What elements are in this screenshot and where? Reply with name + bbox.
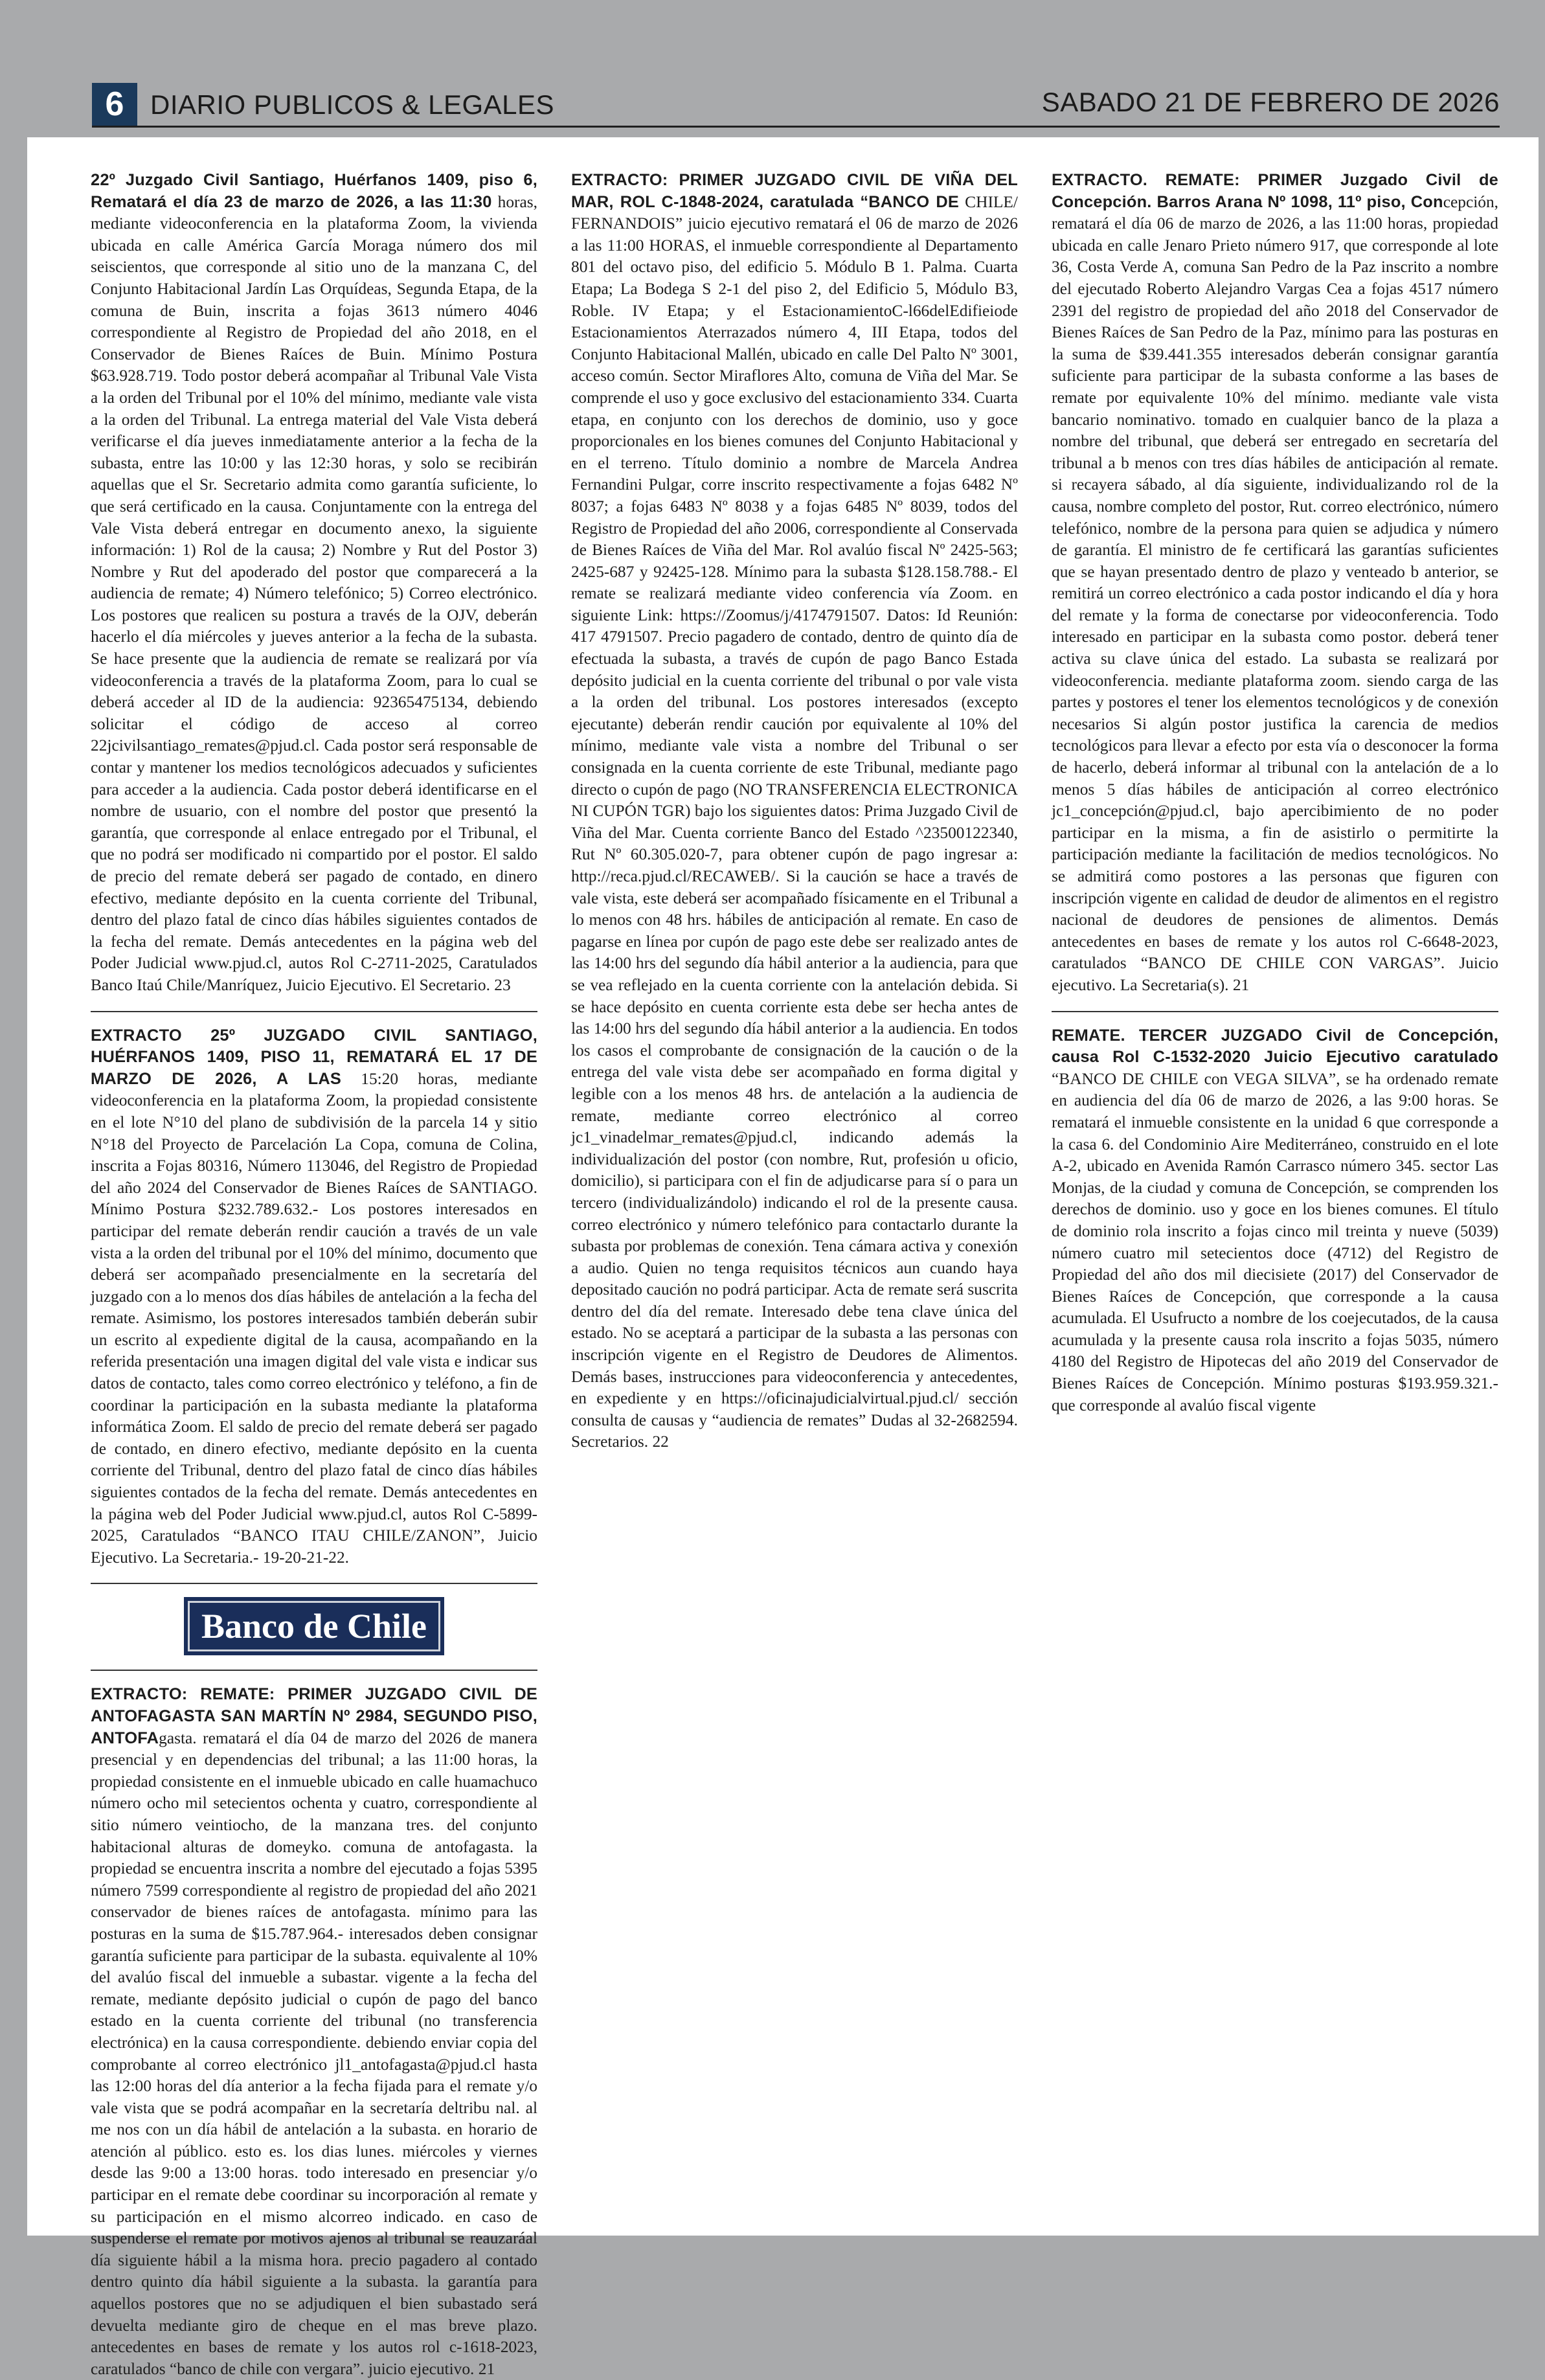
- notice-body: CHILE/ FERNANDOIS” juicio ejecutivo rematará el 06 de marzo de 2026 a las 11:00 HORAS, el inmueble correspondiente al Departamento 801 del octavo piso, del edificio 5. Módulo B 1. Palma. Cuarta Etapa; La Bodega S 2-1 del piso 2, del Edificio 5, Módulo B3, Roble. IV Etapa; y el EstacionamientoC-l66delEdifieiode Estacionamientos Aterrazados número 4, III Etapa, todos del Conjunto Habitacional Mallén, ubicado en calle Del Palto Nº 3001, acceso común. Sector Miraflores Alto, comuna de Viña del Mar. Se comprende el uso y goce exclusivo del estacionamiento 334. Cuarta etapa, en conjunto con los derechos de dominio, uso y goce proporcionales en los bienes comunes del Conjunto Habitacional y en el terreno. Título dominio a nombre de Marcela Andrea Fernandini Pulgar, corre inscrito respectivamente a fojas 6482 Nº 8037; a fojas 6483 Nº 8038 y a fojas 6485 Nº 8039, todos del Registro de Propiedad del año 2006, correspondiente al Conservada de Bienes Raíces de Viña del Mar. Rol avalúo fiscal Nº 2425-563; 2425-687 y 92425-128. Mínimo para la subasta $128.158.788.- El remate se realizará mediante video conferencia vía Zoom. en siguiente Link: https://Zoomus/j/4174791507. Datos: Id Reunión: 417 4791507. Precio pagadero de contado, dentro de quinto día de efectuada la subasta, a través de cupón de pago Banco Estada depósito judicial en la cuenta corriente del tribunal o por vale vista a la orden del tribunal. Los postores interesados (excepto ejecutante) deberán rendir caución por equivalente al 10% del mínimo, mediante vale vista a nombre del Tribunal o ser consignada en la cuenta corriente de este Tribunal, mediante pago directo o cupón de pago (NO TRANSFERENCIA ELECTRONICA NI CUPÓN TGR) bajo los siguientes datos: Prima Juzgado Civil de Viña del Mar. Cuenta corriente Banco del Estado ^23500122340, Rut Nº 60.305.020-7, para obtener cupón de pago ingresar a: http://reca.pjud.cl/RECAWEB/. Si la caución se hace a través de vale vista, este deberá ser acompañado físicamente en el Tribunal a lo menos con 48 hrs. hábiles de anticipación al remate. En caso de pagarse en línea por cupón de pago este debe ser realizado antes de las 14:00 hrs del segundo día hábil anterior a la audiencia, para que se vea reflejado en la cuenta corriente con la antelación debida. Si se hace depósito en cuenta corriente esta debe ser hecha antes de las 14:00 hrs del segundo día hábil anterior a la audiencia. En todos los casos el comprobante de consignación de la caución o de la entrega del vale vista debe ser acompañado en forma digital y legible con a los menos 48 hrs. de antelación a la audiencia de remate, mediante correo electrónico al correo jc1_vinadelmar_remates@pjud.cl, indicando además la individualización del postor (con nombre, Rut, profesión u oficio, domicilio), si participara con el fin de adjudicarse para sí o para un tercero (individualizándolo) indicando el rol de la presente causa. correo electrónico y número telefónico para contactarlo durante la subasta por problemas de conexión. Tena cámara activa y conexión a audio. Quien no tenga requisitos técnicos aun cuando haya depositado caución no podrá participar. Acta de remate será suscrita dentro del día del remate. Interesado debe tena clave única del estado. No se aceptará a participar de la subasta a las personas con inscripción vigente en el Registro de Deudores de Alimentos. Demás bases, instrucciones para videoconferencia y antecedentes, en expediente y en https://oficinajudicialvirtual.pjud.cl/ sección consulta de causas y “audiencia de remates” Dudas al 32-2682594. Secretarios. 22: [571, 192, 1018, 1451]
- notice-body: “BANCO DE CHILE con VEGA SILVA”, se ha ordenado remate en audiencia del día 06 de marzo de 2026, a las 9:00 horas. Se rematará el inmueble consistente en la unidad 6 que corresponde a la casa 6. del Condominio Aire Mediterráneo, construido en el lote A-2, ubicado en Avenida Ramón Carrasco número 345. sector Las Monjas, de la ciudad y comuna de Concepción, se comprenden los derechos de dominio. uso y goce en los bienes comunes. El título de dominio rola inscrito a fojas cinco mil treinta y nueve (5039) número cuatro mil setecientos doce (4712) del Registro de Propiedad del año dos mil diecisiete (2017) del Conservador de Bienes Raíces de Concepción, que corresponde a la causa acumulada. El Usufructo a nombre de los coejecutados, de la causa acumulada y la presente causa rola inscrito a fojas 5035, número 4180 del Registro de Hipotecas del año 2019 del Conservador de Bienes Raíces de Concepción. Mínimo posturas $193.959.321.- que corresponde al avalúo fiscal vigente: [1052, 1069, 1498, 1414]
- column-2: [571, 170, 1018, 2223]
- notice-heading: EXTRACTO. REMATE: PRIMER Juzgado Civil de Concepción. Barros Arana Nº 1098, 11º piso, Con: [1052, 171, 1498, 211]
- publication-date: SABADO 21 DE FEBRERO DE 2026: [1041, 87, 1500, 117]
- notice-divider: [91, 1011, 537, 1012]
- notice-body: horas, mediante videoconferencia en la plataforma Zoom, la vivienda ubicada en calle América García Moraga número dos mil seiscientos, que corresponde al sitio uno de la manzana C, del Conjunto Habitacional Jardín Las Orquídeas, Segunda Etapa, de la comuna de Buin, inscrita a fojas 3613 número 4046 correspondiente al Registro de Propiedad del año 2018, en el Conservador de Bienes Raíces de Buin. Mínimo Postura $63.928.719. Todo postor deberá acompañar al Tribunal Vale Vista a la orden del Tribunal por el 10% del mínimo, mediante vale vista a la orden del Tribunal. La entrega material del Vale Vista deberá verificarse el día jueves inmediatamente anterior a la fecha de la subasta, entre las 10:00 y las 12:30 horas, y solo se recibirán aquellas que el Sr. Secretario admita como garantía suficiente, lo que será certificado en la causa. Conjuntamente con la entrega del Vale Vista deberá entregar en documento anexo, la siguiente información: 1) Rol de la causa; 2) Nombre y Rut del Postor 3) Nombre y Rut del apoderado del postor que comparecerá a la audiencia de remate; 4) Número telefónico; 5) Correo electrónico. Los postores que realicen su postura a través de la OJV, deberán hacerlo el día miércoles y jueves anterior a la fecha de la subasta. Se hace presente que la audiencia de remate se realizará por vía videoconferencia a través de la plataforma Zoom, para lo cual se deberá acceder al ID de la audiencia: 92365475134, debiendo solicitar el código de acceso al correo 22jcivilsantiago_remates@pjud.cl. Cada postor será responsable de contar y mantener los medios tecnológicos adecuados y suficientes para acceder a la audiencia. Cada postor deberá identificarse en el nombre de usuario, con el nombre del postor que presentó la garantía, que corresponde al enlace entregado por el Tribunal, el que no podrá ser modificado ni compartido por el postor. El saldo de precio del remate deberá ser pagado de contado, en dinero efectivo, mediante depósito en la cuenta corriente del Tribunal, dentro del plazo fatal de cinco días hábiles siguientes contados de la fecha del remate. Demás antecedentes en la página web del Poder Judicial www.pjud.cl, autos Rol C-2711-2025, Caratulados Banco Itaú Chile/Manríquez, Juicio Ejecutivo. El Secretario. 23: [91, 192, 537, 994]
- notice-22-juzgado-santiago: [91, 170, 537, 997]
- banco-de-chile-logo: Banco de Chile: [184, 1597, 444, 1655]
- notice-tercer-juzgado-concepcion: [1052, 1025, 1498, 1417]
- bank-logo-block: [91, 1597, 537, 1655]
- notice-heading: 22º Juzgado Civil Santiago, Huérfanos 1409, piso 6, Rematará el día 23 de marzo de 2026, a las 11:30: [91, 171, 537, 211]
- page-number: 6: [92, 83, 137, 126]
- notice-juzgado-antofagasta: [91, 1684, 537, 2380]
- notice-juzgado-vina-del-mar: [571, 170, 1018, 1453]
- notice-divider: [1052, 1011, 1498, 1012]
- notice-primer-juzgado-concepcion: [1052, 170, 1498, 997]
- column-3: [1052, 170, 1498, 2223]
- column-1: [91, 170, 538, 2378]
- notice-body: 15:20 horas, mediante videoconferencia en la plataforma Zoom, la propiedad consistente en el lote N°10 del plano de subdivisión de la parcela 14 y sitio N°18 del Proyecto de Parcelación La Copa, comuna de Colina, inscrita a Fojas 80316, Número 113046, del Registro de Propiedad del año 2024 del Conservador de Bienes Raíces de SANTIAGO. Mínimo Postura $232.789.632.- Los postores interesados en participar del remate deberán rendir caución a través de un vale vista a la orden del tribunal por el 10% del mínimo, documento que deberá ser acompañado presencialmente en la secretaría del juzgado con a lo menos dos días hábiles de antelación a la fecha del remate. Asimismo, los postores interesados también deberán subir un escrito al expediente digital de la causa, acompañando en la referida presentación una imagen digital del vale vista e indicar sus datos de contacto, tales como correo electrónico y teléfono, a fin de coordinar la participación en la subasta mediante la plataforma informática Zoom. El saldo de precio del remate deberá ser pagado de contado, en dinero efectivo, mediante depósito en la cuenta corriente del Tribunal, dentro del plazo fatal de cinco días hábiles siguientes contados de la fecha del remate. Demás antecedentes en la página web del Poder Judicial www.pjud.cl, autos Rol C-5899-2025, Caratulados “BANCO ITAU CHILE/ZANON”, Juicio Ejecutivo. La Secretaria.- 19-20-21-22.: [91, 1069, 538, 1567]
- notice-25-juzgado-santiago: [91, 1025, 537, 1569]
- notice-body: cepción, rematará el día 06 de marzo de 2026, a las 11:00 horas, propiedad ubicada en calle Jenaro Prieto número 917, que corresponde al lote 36, Costa Verde A, comuna San Pedro de la Paz inscrito a nombre del ejecutado Roberto Alejandro Vargas Cea a fojas 4517 número 2391 del registro de propiedad del año 2018 del Conservador de Bienes Raíces de San Pedro de la Paz, mínimo para las posturas en la suma de $39.441.355 interesados deberán consignar garantía suficiente para participar de la subasta conforme a las bases de remate por equivalente 10% del mínimo. mediante vale vista bancario nominativo. tomado en cualquier banco de la plaza a nombre del tribunal, que deberá ser entregado en secretaría del tribunal a b menos con tres días hábiles de anticipación al remate. si recayera sábado, al día siguiente, individualizando rol de la causa, nombre completo del postor, Rut. correo electrónico, número telefónico, nombre de la persona para quien se adjudica y número de garantía. El ministro de fe certificará las garantías suficientes que se hayan presentado dentro de plazo y venteado b anterior, se remitirá un correo electrónico a cada postor indicando el día y hora del remate y la forma de conectarse por videoconferencia. Todo interesado en participar en la subasta como postor. deberá tener activa su clave única del estado. La subasta se realizará por videoconferencia. mediante plataforma zoom. siendo carga de las partes y postores el tener los elementos tecnológicos y de conexión necesarios Si algún postor justifica la carencia de medios tecnológicos para llevar a efecto por esta vía o desconocer la forma de hacerlo, deberá informar al tribunal con la antelación de a lo menos 5 días hábiles de anticipación al correo electrónico jc1_concepción@pjud.cl, bajo apercibimiento de no poder participar en la misma, a fin de asistirlo o permitirte la participación mediante la facilitación de medios tecnológicos. No se admitirá como postores a las personas que figuren con inscripción vigente en calidad de deudor de alimentos en el registro nacional de deudores de pensiones de alimentos. Demás antecedentes en bases de remate y los autos rol C-6648-2023, caratulados “BANCO DE CHILE CON VARGAS”. Juicio ejecutivo. La Secretaria(s). 21: [1052, 192, 1498, 994]
- page-sheet: [27, 137, 1539, 2378]
- notice-heading: REMATE. TERCER JUZGADO Civil de Concepción, causa Rol C-1532-2020 Juicio Ejecutivo caratulado: [1052, 1026, 1498, 1067]
- publication-title: DIARIO PUBLICOS & LEGALES: [150, 89, 555, 120]
- notice-heading: EXTRACTO: PRIMER JUZGADO CIVIL DE VIÑA DEL MAR, ROL C-1848-2024, caratulada “BANCO DE: [571, 171, 1018, 211]
- notice-body: gasta. rematará el día 04 de marzo del 2026 de manera presencial y en dependencias del tribunal; a las 11:00 horas, la propiedad consistente en el inmueble ubicado en calle huamachuco número ocho mil setecientos ochenta y cuatro, correspondiente al sitio número veintiocho, de la manzana tres. del conjunto habitacional alturas de domeyko. comuna de antofagasta. la propiedad se encuentra inscrita a nombre del ejecutado a fojas 5395 número 7599 correspondiente al registro de propiedad del año 2021 conservador de bienes raíces de antofagasta. mínimo para las posturas en la suma de $15.787.964.- interesados deben consignar garantía suficiente para participar de la subasta. equivalente al 10% del avalúo fiscal del inmueble a subastar. vigente a la fecha del remate, mediante depósito judicial o cupón de pago del banco estado en la cuenta corriente del tribunal (no transferencia electrónica) en la causa correspondiente. debiendo enviar copia del comprobante al correo electrónico jl1_antofagasta@pjud.cl hasta las 12:00 horas del día anterior a la fecha fijada para el remate y/o vale vista que se podrá acompañar en la secretaría deltribu nal. al me nos con un día hábil de antelación a la subasta. en horario de atención al público. esto es. los dias lunes. miércoles y viernes desde las 9:00 a 13:00 horas. todo interesado en presenciar y/o participar en el remate debe coordinar su incorporación al remate y su participación en el mismo alcorreo indicado. en caso de suspenderse el remate por motivos ajenos al tribunal se reauzaráal día siguiente hábil a la misma hora. precio pagadero al contado dentro quinto día hábil siguiente a la subasta. la garantía para aquellos postores que no se adjudiquen el bien subastado será devuelta mediante giro de cheque en el mas breve plazo. antecedentes en bases de remate y los autos rol c-1618-2023, caratulados “banco de chile con vergara”. juicio ejecutivo. 21: [91, 1728, 537, 2378]
- notice-divider: [91, 1583, 537, 1584]
- notice-heading: EXTRACTO: REMATE: PRIMER JUZGADO CIVIL DE ANTOFAGASTA SAN MARTÍN Nº 2984, SEGUNDO PISO, ANTOFA: [91, 1685, 537, 1747]
- notice-divider: [91, 1670, 537, 1671]
- notice-heading: EXTRACTO 25º JUZGADO CIVIL SANTIAGO, HUÉRFANOS 1409, PISO 11, REMATARÁ EL 17 DE MARZO DE 2026, A LAS: [91, 1026, 537, 1088]
- page-header: [92, 83, 1500, 128]
